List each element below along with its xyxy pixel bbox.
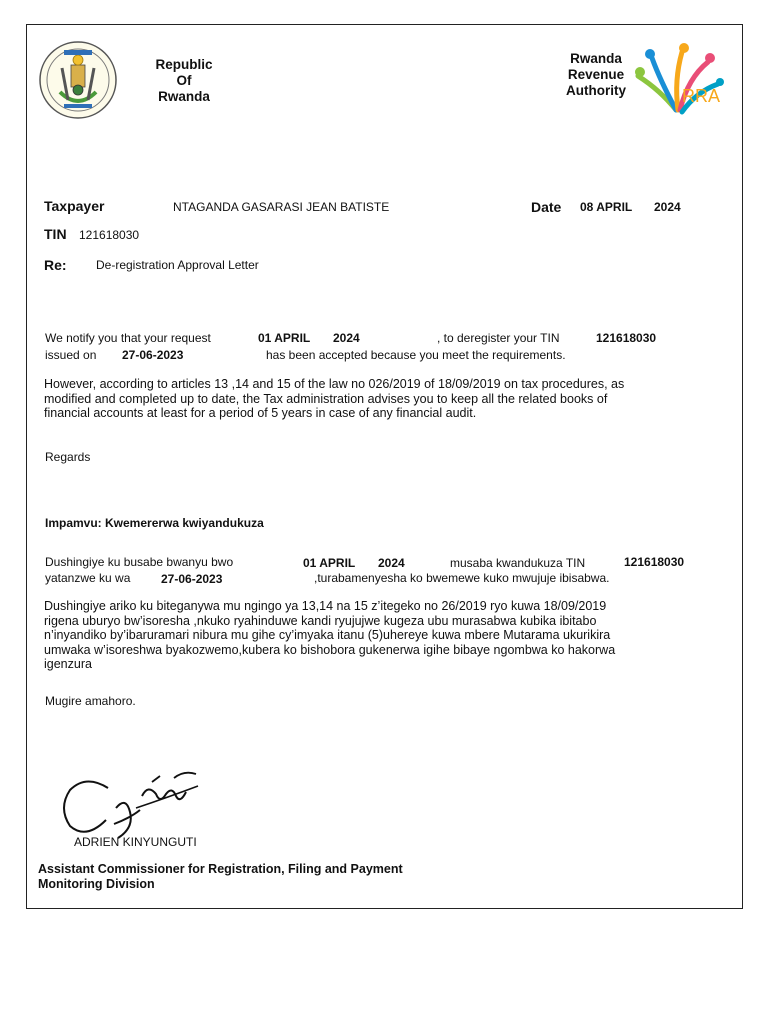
rra-logo-text: RRA	[682, 86, 721, 106]
re-label: Re:	[44, 257, 67, 273]
en-request-date: 01 APRIL	[258, 331, 311, 345]
en-line2-end: has been accepted because you meet the requirements.	[266, 348, 566, 362]
taxpayer-name: NTAGANDA GASARASI JEAN BATISTE	[173, 200, 390, 214]
rw-request-date: 01 APRIL	[303, 556, 356, 570]
en-regards: Regards	[45, 450, 91, 464]
rw-paragraph: Dushingiye ariko ku biteganywa mu ngingo ya 13,14 na 15 z’itegeko no 26/2019 ryo kuwa 18/09/2019 rigena uburyo bw’isoresha ,nkuko ryahinduwe kandi ryujujwe kugeza ubu murasabwa kubika ibitabo n’inyandiko by’ibaruramari nibura mu gihe cy’imyaka itanu (5)uhereye kuwa mbere Mutarama ukurikira umwaka w’isoreshwa byakozwemo,kubera ko bishobora gukenerwa igihe bibaye ngombwa ko hakorwa igenzura	[44, 599, 616, 671]
en-tin: 121618030	[596, 331, 657, 345]
signatory-title: Assistant Commissioner for Registration, Filing and Payment Monitoring Division	[38, 862, 403, 891]
coat-of-arms-seal	[38, 40, 118, 120]
handwritten-signature	[56, 768, 206, 844]
en-request-year: 2024	[333, 331, 360, 345]
rw-line1-mid: musaba kwandukuza TIN	[450, 556, 586, 570]
tin-value: 121618030	[79, 228, 140, 242]
rw-request-year: 2024	[378, 556, 405, 570]
republic-of-rwanda-text: Republic Of Rwanda	[155, 57, 213, 104]
rw-line2-start: yatanzwe ku wa	[45, 571, 131, 585]
tin-label: TIN	[44, 226, 67, 242]
rra-logo	[630, 40, 730, 124]
rw-heading: Impamvu: Kwemererwa kwiyandukuza	[45, 516, 264, 530]
date-year: 2024	[654, 200, 681, 214]
en-paragraph: However, according to articles 13 ,14 and 15 of the law no 026/2019 of 18/09/2019 on tax procedures, as modified and completed up to date, the Tax administration advises you to keep all the related books of financial accounts at least for a period of 5 years in case of any financial audit.	[44, 377, 625, 420]
rw-issued-date: 27-06-2023	[161, 572, 223, 586]
signatory-name: ADRIEN KINYUNGUTI	[74, 835, 197, 849]
rw-closing: Mugire amahoro.	[45, 694, 136, 708]
subject-text: De-registration Approval Letter	[96, 258, 259, 272]
rra-name-text: Rwanda Revenue Authority	[566, 51, 626, 98]
en-line1-mid: , to deregister your TIN	[437, 331, 560, 345]
en-line2-start: issued on	[45, 348, 97, 362]
en-issued-date: 27-06-2023	[122, 348, 184, 362]
en-line1-start: We notify you that your request	[45, 331, 211, 345]
rw-tin: 121618030	[624, 555, 685, 569]
rw-line2-end: ,turabamenyesha ko bwemewe kuko mwujuje ibisabwa.	[314, 571, 610, 585]
taxpayer-label: Taxpayer	[44, 198, 105, 214]
date-label: Date	[531, 199, 562, 215]
date-day-month: 08 APRIL	[580, 200, 633, 214]
rw-line1-start: Dushingiye ku busabe bwanyu bwo	[45, 555, 234, 569]
